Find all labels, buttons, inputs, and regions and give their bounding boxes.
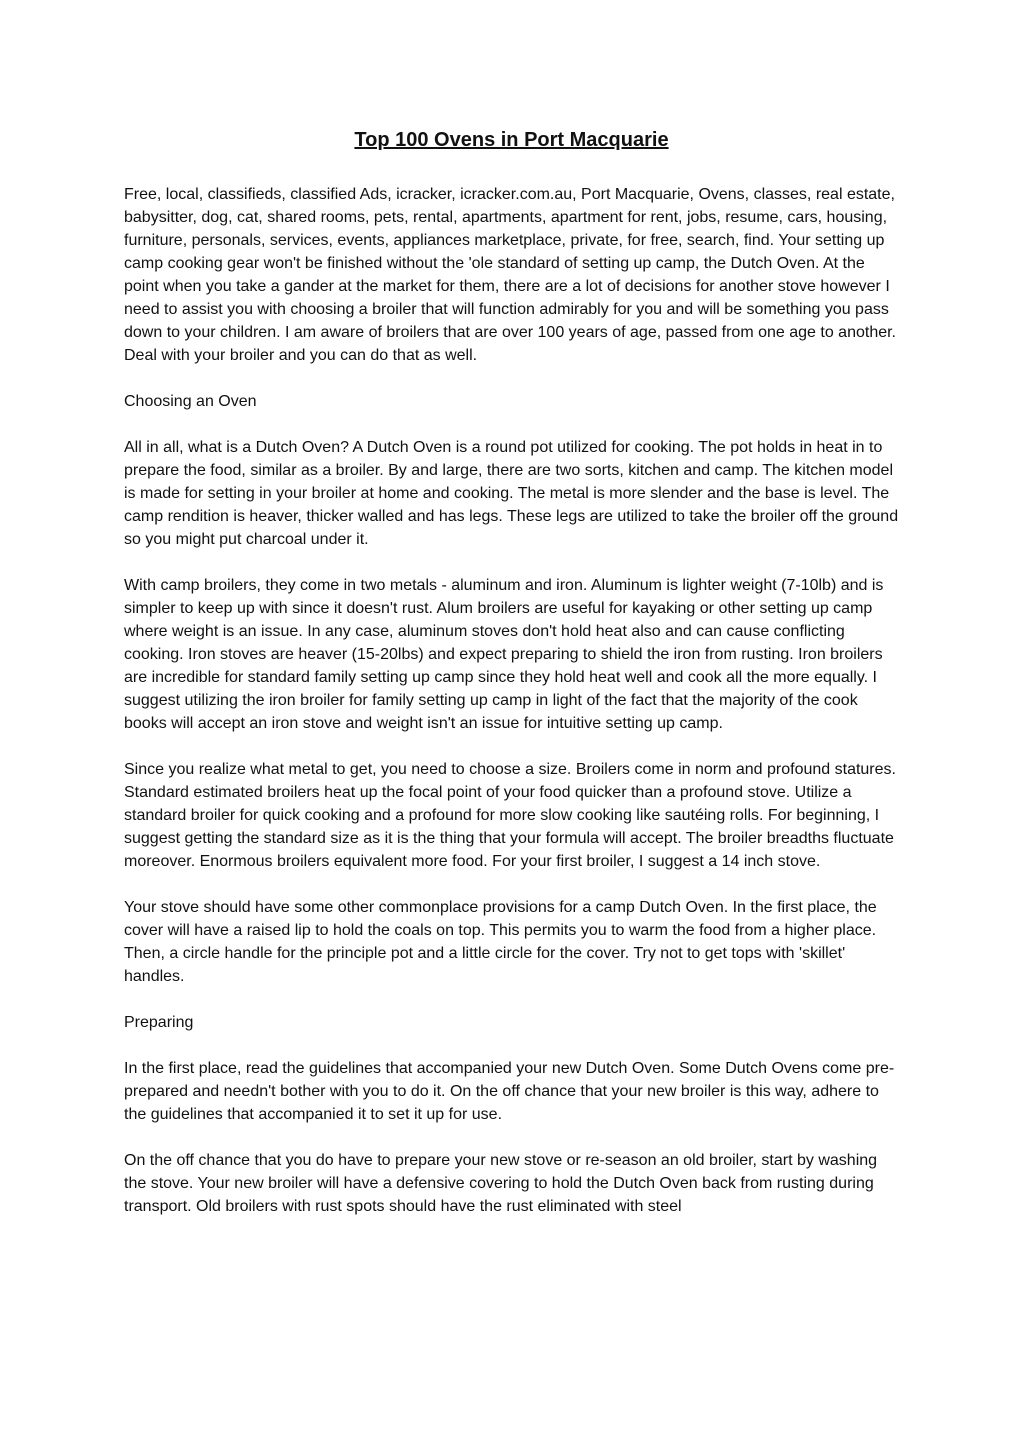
body-paragraph: On the off chance that you do have to prepare your new stove or re-season an old broiler, start by washing the stove. Your new broiler will have a defensive covering to hold the Dutch Oven back from rusting during transport. Old broilers with rust spots should have the rust eliminated with steel [124,1152,878,1215]
body-paragraph: Since you realize what metal to get, you need to choose a size. Broilers come in norm and profound statures. Standard estimated broilers heat up the focal point of your food quicker than a profound stove. Utilize a standard broiler for quick cooking and a profound for more slow cooking like sautéing rolls. For beginning, I suggest getting the standard size as it is the thing that your formula will accept. The broiler breadths fluctuate moreover. Enormous broilers equivalent more food. For your first broiler, I suggest a 14 inch stove. [124,761,896,870]
section-heading-preparing: Preparing [124,1014,194,1031]
body-paragraph: In the first place, read the guidelines that accompanied your new Dutch Oven. Some Dutch Ovens come pre-prepared and needn't bother with you to do it. On the off chance that your new broiler is this way, adhere to the guidelines that accompanied it to set it up for use. [124,1060,895,1123]
document-title: Top 100 Ovens in Port Macquarie [354,129,669,151]
document-body [124,183,902,1241]
body-paragraph: All in all, what is a Dutch Oven? A Dutch Oven is a round pot utilized for cooking. The pot holds in heat in to prepare the food, similar as a broiler. By and large, there are two sorts, kitchen and camp. The kitchen model is made for setting in your broiler at home and cooking. The metal is more slender and the base is level. The camp rendition is heaver, thicker walled and has legs. These legs are utilized to take the broiler off the ground so you might put charcoal under it. [124,439,899,548]
intro-paragraph: Free, local, classifieds, classified Ads, icracker, icracker.com.au, Port Macquarie, Ovens, classes, real estate, babysitter, dog, cat, shared rooms, pets, rental, apartments, apartment for rent, jobs, resume, cars, housing, furniture, personals, services, events, appliances marketplace, private, for free, search, find. Your setting up camp cooking gear won't be finished without the 'ole standard of setting up camp, the Dutch Oven. At the point when you take a gander at the market for them, there are a lot of decisions for another stove however I need to assist you with choosing a broiler that will function admirably for you and will be something you pass down to your children. I am aware of broilers that are over 100 years of age, passed from one age to another. Deal with your broiler and you can do that as well. [124,186,896,364]
body-paragraph: Your stove should have some other commonplace provisions for a camp Dutch Oven. In the first place, the cover will have a raised lip to hold the coals on top. This permits you to warm the food from a higher place. Then, a circle handle for the principle pot and a little circle for the cover. Try not to get tops with 'skillet' handles. [124,899,877,985]
body-paragraph: With camp broilers, they come in two metals - aluminum and iron. Aluminum is lighter weight (7-10lb) and is simpler to keep up with since it doesn't rust. Alum broilers are useful for kayaking or other setting up camp where weight is an issue. In any case, aluminum stoves don't hold heat also and can cause conflicting cooking. Iron stoves are heaver (15-20lbs) and expect preparing to shield the iron from rusting. Iron broilers are incredible for standard family setting up camp since they hold heat well and cook all the more equally. I suggest utilizing the iron broiler for family setting up camp in light of the fact that the majority of the cook books will accept an iron stove and weight isn't an issue for intuitive setting up camp. [124,577,884,732]
section-heading-choosing-an-oven: Choosing an Oven [124,393,257,410]
